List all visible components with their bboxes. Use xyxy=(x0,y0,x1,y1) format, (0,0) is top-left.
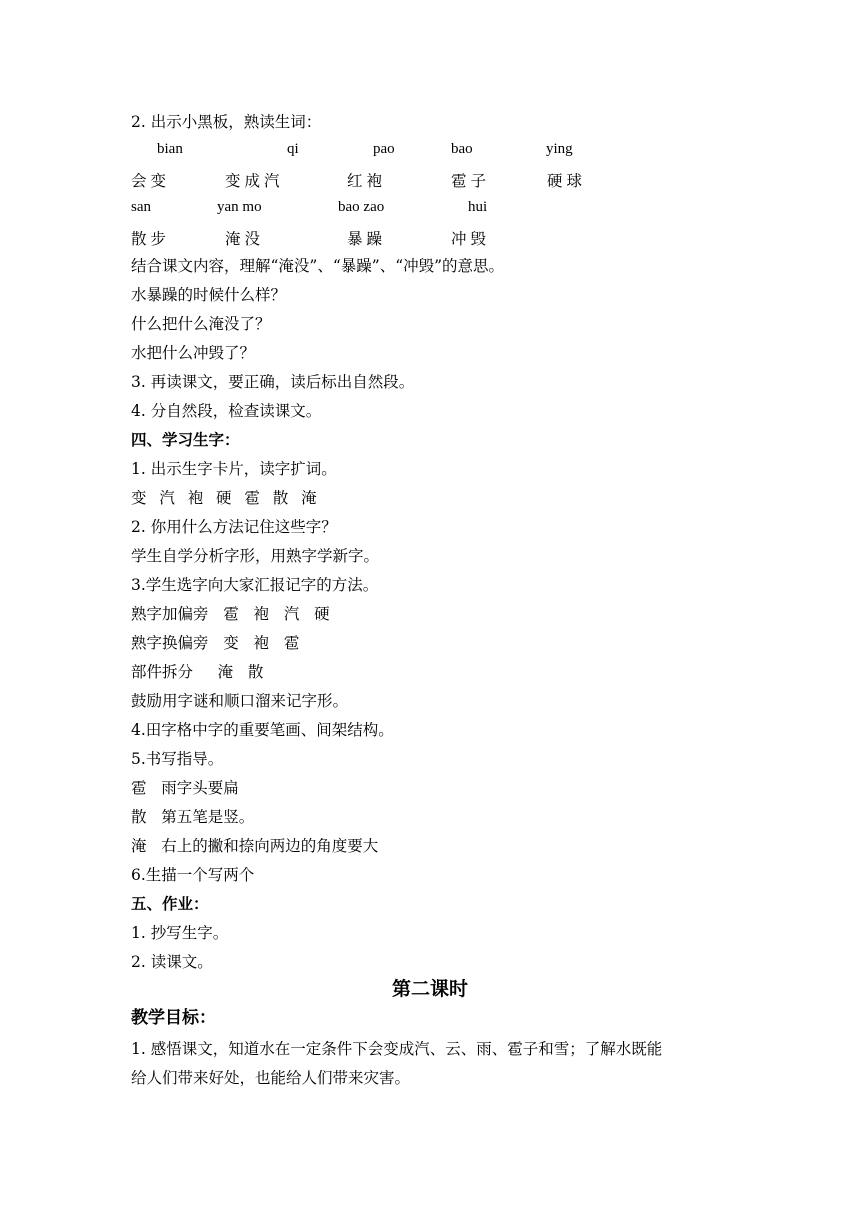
section-heading-learn-characters: 四、学习生字： xyxy=(131,431,240,449)
pinyin-bao: bao xyxy=(451,141,473,157)
method-line: 熟字加偏旁 雹 袍 汽 硬 xyxy=(131,605,330,623)
pinyin-san: san xyxy=(131,199,151,215)
step-line: 4. 分自然段，检查读课文。 xyxy=(131,402,322,420)
character-list: 变 汽 袍 硬 雹 散 淹 xyxy=(131,489,318,507)
pinyin-pao: pao xyxy=(373,141,395,157)
word-hui-bian: 会变 xyxy=(131,172,171,190)
pinyin-hui: hui xyxy=(468,199,488,215)
pinyin-bao-zao: bao zao xyxy=(338,199,385,215)
word-hong-pao: 红袍 xyxy=(347,172,387,190)
text-line: 鼓励用字谜和顺口溜来记字形。 xyxy=(131,692,349,710)
pinyin-bian: bian xyxy=(157,141,183,157)
step-show-blackboard: 2. 出示小黑板，熟读生词： xyxy=(131,113,322,131)
writing-tip: 淹 右上的撇和捺向两边的角度要大 xyxy=(131,837,379,855)
step-line: 5.书写指导。 xyxy=(131,750,224,768)
word-bao-zao: 暴躁 xyxy=(347,230,387,248)
homework-item: 2. 读课文。 xyxy=(131,953,213,971)
text-line: 学生自学分析字形，用熟字学新字。 xyxy=(131,547,380,565)
section-heading-homework: 五、作业： xyxy=(131,895,209,913)
section-heading-goals: 教学目标： xyxy=(131,1008,216,1028)
step-line: 3. 再读课文，要正确，读后标出自然段。 xyxy=(131,373,415,391)
question-line: 水把什么冲毁了？ xyxy=(131,344,256,362)
step-line: 2. 你用什么方法记住这些字？ xyxy=(131,518,337,536)
question-line: 水暴躁的时候什么样？ xyxy=(131,286,287,304)
method-line: 熟字换偏旁 变 袍 雹 xyxy=(131,634,300,652)
homework-item: 1. 抄写生字。 xyxy=(131,924,229,942)
step-line: 6.生描一个写两个 xyxy=(131,866,255,884)
text-line: 结合课文内容，理解“淹没”、“暴躁”、“冲毁”的意思。 xyxy=(131,257,505,275)
goal-line: 1. 感悟课文，知道水在一定条件下会变成汽、云、雨、雹子和雪；了解水既能 xyxy=(131,1040,663,1058)
pinyin-yan-mo: yan mo xyxy=(217,199,262,215)
word-san-bu: 散步 xyxy=(131,230,171,248)
word-bian-cheng-qi: 变成汽 xyxy=(225,172,284,190)
word-ying-qiu: 硬球 xyxy=(547,172,587,190)
pinyin-qi: qi xyxy=(287,141,299,157)
pinyin-ying: ying xyxy=(546,141,573,157)
question-line: 什么把什么淹没了？ xyxy=(131,315,271,333)
step-line: 4.田字格中字的重要笔画、间架结构。 xyxy=(131,721,394,739)
method-line: 部件拆分 淹 散 xyxy=(131,663,264,681)
step-line: 1. 出示生字卡片，读字扩词。 xyxy=(131,460,337,478)
writing-tip: 雹 雨字头要扁 xyxy=(131,779,239,797)
word-yan-mo: 淹没 xyxy=(225,230,265,248)
writing-tip: 散 第五笔是竖。 xyxy=(131,808,255,826)
lesson-title: 第二课时 xyxy=(391,978,468,1000)
word-bao-zi: 雹子 xyxy=(451,172,491,190)
step-line: 3.学生选字向大家汇报记字的方法。 xyxy=(131,576,379,594)
goal-line: 给人们带来好处，也能给人们带来灾害。 xyxy=(131,1069,411,1087)
word-chong-hui: 冲毁 xyxy=(451,230,491,248)
